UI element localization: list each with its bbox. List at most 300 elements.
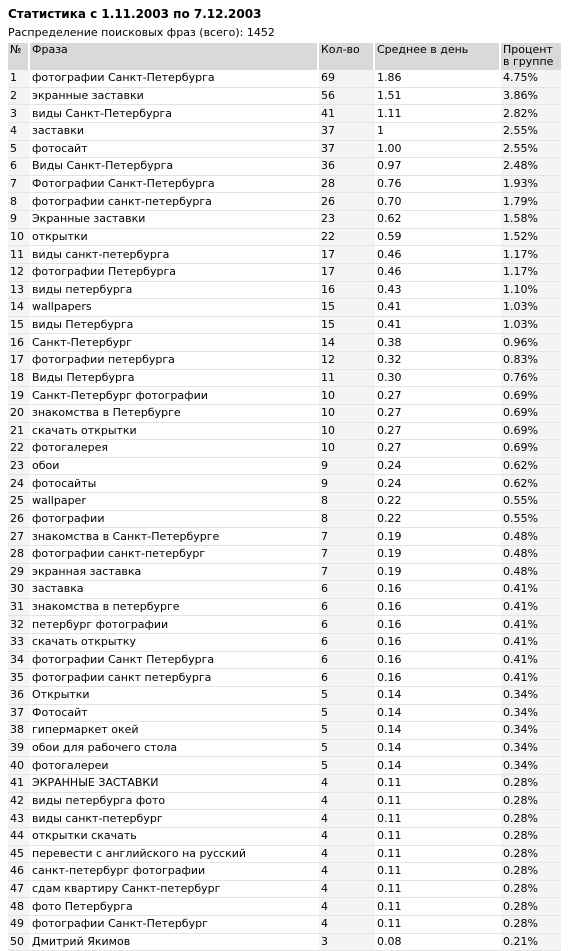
row-count: 6 [319,669,375,687]
table-row [8,687,561,705]
row-number: 23 [8,458,30,476]
row-number: 29 [8,564,30,582]
row-phrase: Открытки [30,687,319,705]
row-percent: 1.10% [501,282,561,300]
row-count: 6 [319,599,375,617]
row-count: 17 [319,246,375,264]
row-number: 25 [8,493,30,511]
table-row [8,581,561,599]
row-percent: 0.34% [501,757,561,775]
table-row [8,898,561,916]
row-percent: 0.41% [501,599,561,617]
row-percent: 1.17% [501,246,561,264]
row-phrase: знакомства в Петербурге [30,405,319,423]
row-count: 9 [319,475,375,493]
column-header-phrase: Фраза [30,43,319,70]
row-percent: 0.41% [501,616,561,634]
row-phrase: знакомства в петербурге [30,599,319,617]
row-average: 0.30 [375,370,501,388]
row-average: 0.27 [375,440,501,458]
row-phrase: виды петербурга фото [30,793,319,811]
table-row [8,775,561,793]
table-row [8,105,561,123]
table-row [8,934,561,951]
row-phrase: фотографии Санкт-Петербурга [30,70,319,88]
row-number: 48 [8,898,30,916]
row-count: 8 [319,493,375,511]
row-average: 0.11 [375,793,501,811]
row-phrase: wallpapers [30,299,319,317]
row-number: 36 [8,687,30,705]
page-title: Статистика с 1.11.2003 по 7.12.2003 [8,7,262,21]
row-percent: 0.41% [501,652,561,670]
row-count: 4 [319,881,375,899]
row-average: 0.08 [375,934,501,951]
table-row [8,299,561,317]
row-percent: 0.41% [501,581,561,599]
row-average: 0.27 [375,405,501,423]
row-count: 7 [319,528,375,546]
table-row [8,511,561,529]
column-header-percent: Процент в группе [501,43,561,70]
row-count: 37 [319,141,375,159]
row-number: 7 [8,176,30,194]
table-row [8,846,561,864]
row-count: 3 [319,934,375,951]
row-phrase: обои для рабочего стола [30,740,319,758]
table-row [8,423,561,441]
row-phrase: заставки [30,123,319,141]
row-phrase: скачать открытку [30,634,319,652]
row-number: 38 [8,722,30,740]
table-row [8,88,561,106]
table-row [8,317,561,335]
row-phrase: санкт-петербург фотографии [30,863,319,881]
row-percent: 0.69% [501,440,561,458]
row-phrase: фотографии Санкт Петербурга [30,652,319,670]
row-phrase: фотографии санкт-петербурга [30,193,319,211]
table-row [8,70,561,88]
table-row [8,793,561,811]
row-count: 23 [319,211,375,229]
row-count: 15 [319,317,375,335]
row-phrase: Фотографии Санкт-Петербурга [30,176,319,194]
row-number: 27 [8,528,30,546]
row-number: 3 [8,105,30,123]
row-number: 24 [8,475,30,493]
row-percent: 0.55% [501,493,561,511]
row-number: 31 [8,599,30,617]
row-average: 0.41 [375,299,501,317]
row-average: 0.27 [375,423,501,441]
row-percent: 1.52% [501,229,561,247]
row-phrase: фотогалерея [30,440,319,458]
row-average: 0.16 [375,616,501,634]
table-row [8,370,561,388]
row-count: 56 [319,88,375,106]
table-row [8,352,561,370]
row-average: 0.16 [375,599,501,617]
table-row [8,652,561,670]
row-phrase: скачать открытки [30,423,319,441]
row-percent: 0.55% [501,511,561,529]
row-average: 0.14 [375,687,501,705]
table-row [8,528,561,546]
row-phrase: виды санкт-петербурга [30,246,319,264]
row-average: 1.00 [375,141,501,159]
table-row [8,493,561,511]
row-phrase: знакомства в Санкт-Петербурге [30,528,319,546]
row-percent: 0.69% [501,423,561,441]
row-phrase: фото Петербурга [30,898,319,916]
row-phrase: открытки скачать [30,828,319,846]
row-phrase: фотографии [30,511,319,529]
row-percent: 3.86% [501,88,561,106]
row-average: 0.24 [375,458,501,476]
table-row [8,599,561,617]
row-count: 6 [319,616,375,634]
row-phrase: виды петербурга [30,282,319,300]
row-percent: 0.34% [501,705,561,723]
row-count: 5 [319,687,375,705]
row-phrase: петербург фотографии [30,616,319,634]
row-percent: 2.48% [501,158,561,176]
row-number: 17 [8,352,30,370]
row-percent: 0.41% [501,634,561,652]
row-number: 34 [8,652,30,670]
table-row [8,387,561,405]
row-percent: 1.03% [501,299,561,317]
row-number: 10 [8,229,30,247]
table-row [8,740,561,758]
row-count: 6 [319,652,375,670]
row-count: 5 [319,757,375,775]
row-average: 0.41 [375,317,501,335]
row-phrase: виды Санкт-Петербурга [30,105,319,123]
row-phrase: открытки [30,229,319,247]
row-phrase: Санкт-Петербург фотографии [30,387,319,405]
row-number: 30 [8,581,30,599]
row-number: 2 [8,88,30,106]
row-average: 1 [375,123,501,141]
row-count: 6 [319,581,375,599]
row-phrase: обои [30,458,319,476]
row-count: 10 [319,387,375,405]
table-row [8,546,561,564]
row-average: 0.11 [375,898,501,916]
row-number: 6 [8,158,30,176]
row-count: 69 [319,70,375,88]
row-average: 0.32 [375,352,501,370]
row-percent: 0.28% [501,881,561,899]
row-percent: 0.69% [501,387,561,405]
row-percent: 1.58% [501,211,561,229]
row-percent: 2.55% [501,123,561,141]
row-count: 10 [319,423,375,441]
row-count: 4 [319,810,375,828]
row-average: 0.70 [375,193,501,211]
row-average: 0.22 [375,493,501,511]
table-row [8,828,561,846]
table-row [8,440,561,458]
row-phrase: фотосайт [30,141,319,159]
row-number: 16 [8,334,30,352]
row-number: 28 [8,546,30,564]
row-count: 4 [319,898,375,916]
row-average: 0.24 [375,475,501,493]
row-count: 36 [319,158,375,176]
row-number: 14 [8,299,30,317]
row-phrase: wallpaper [30,493,319,511]
row-percent: 1.93% [501,176,561,194]
row-count: 8 [319,511,375,529]
table-row [8,669,561,687]
row-average: 0.11 [375,775,501,793]
row-number: 43 [8,810,30,828]
row-percent: 0.28% [501,863,561,881]
row-average: 0.14 [375,757,501,775]
row-count: 10 [319,405,375,423]
row-number: 46 [8,863,30,881]
row-phrase: ЭКРАННЫЕ ЗАСТАВКИ [30,775,319,793]
row-phrase: фотосайты [30,475,319,493]
row-number: 50 [8,934,30,951]
table-row [8,158,561,176]
row-count: 4 [319,775,375,793]
row-percent: 0.21% [501,934,561,951]
row-phrase: гипермаркет окей [30,722,319,740]
row-count: 4 [319,846,375,864]
row-percent: 4.75% [501,70,561,88]
row-percent: 0.34% [501,722,561,740]
row-percent: 1.03% [501,317,561,335]
row-percent: 0.28% [501,810,561,828]
row-percent: 0.62% [501,458,561,476]
table-body [8,70,561,951]
row-average: 0.16 [375,634,501,652]
table-row [8,564,561,582]
row-count: 37 [319,123,375,141]
row-count: 5 [319,722,375,740]
row-average: 0.97 [375,158,501,176]
row-average: 0.14 [375,705,501,723]
table-row [8,246,561,264]
row-percent: 1.17% [501,264,561,282]
row-average: 0.59 [375,229,501,247]
row-average: 0.19 [375,546,501,564]
table-row [8,123,561,141]
table-header-row [8,43,561,70]
table-row [8,229,561,247]
table-row [8,616,561,634]
row-number: 47 [8,881,30,899]
table-row [8,141,561,159]
row-count: 4 [319,793,375,811]
row-average: 0.16 [375,669,501,687]
table-row [8,282,561,300]
row-count: 14 [319,334,375,352]
row-percent: 1.79% [501,193,561,211]
row-phrase: экранная заставка [30,564,319,582]
row-number: 41 [8,775,30,793]
row-percent: 0.76% [501,370,561,388]
row-number: 40 [8,757,30,775]
row-average: 0.38 [375,334,501,352]
row-number: 45 [8,846,30,864]
row-percent: 0.34% [501,687,561,705]
row-percent: 0.48% [501,528,561,546]
table-row [8,634,561,652]
table-row [8,705,561,723]
row-percent: 0.28% [501,898,561,916]
row-average: 0.11 [375,828,501,846]
row-number: 33 [8,634,30,652]
row-number: 11 [8,246,30,264]
row-average: 0.22 [375,511,501,529]
row-count: 15 [319,299,375,317]
row-count: 22 [319,229,375,247]
row-count: 11 [319,370,375,388]
row-phrase: экранные заставки [30,88,319,106]
row-percent: 2.82% [501,105,561,123]
row-count: 10 [319,440,375,458]
column-header-average: Среднее в день [375,43,501,70]
row-phrase: фотографии Санкт-Петербург [30,916,319,934]
row-percent: 0.34% [501,740,561,758]
row-phrase: фотографии санкт петербурга [30,669,319,687]
row-number: 1 [8,70,30,88]
row-phrase: фотографии Петербурга [30,264,319,282]
row-count: 4 [319,863,375,881]
row-number: 44 [8,828,30,846]
table-row [8,193,561,211]
row-number: 37 [8,705,30,723]
row-average: 0.76 [375,176,501,194]
row-phrase: Фотосайт [30,705,319,723]
row-average: 0.11 [375,846,501,864]
row-phrase: виды санкт-петербург [30,810,319,828]
row-number: 21 [8,423,30,441]
row-phrase: Санкт-Петербург [30,334,319,352]
page-subtitle: Распределение поисковых фраз (всего): 1452 [8,26,275,39]
table-row [8,881,561,899]
row-phrase: Дмитрий Якимов [30,934,319,951]
row-number: 22 [8,440,30,458]
row-average: 0.14 [375,740,501,758]
row-average: 0.46 [375,246,501,264]
row-average: 0.11 [375,916,501,934]
table-row [8,264,561,282]
row-number: 8 [8,193,30,211]
row-phrase: перевести с английского на русский [30,846,319,864]
row-percent: 0.83% [501,352,561,370]
row-average: 0.16 [375,581,501,599]
row-percent: 0.28% [501,846,561,864]
row-number: 5 [8,141,30,159]
row-number: 42 [8,793,30,811]
table-row [8,211,561,229]
row-number: 32 [8,616,30,634]
row-average: 0.11 [375,881,501,899]
row-average: 0.43 [375,282,501,300]
row-number: 13 [8,282,30,300]
row-average: 0.14 [375,722,501,740]
row-count: 5 [319,705,375,723]
row-average: 1.11 [375,105,501,123]
column-header-number: № [8,43,30,70]
row-average: 0.19 [375,528,501,546]
row-number: 26 [8,511,30,529]
row-number: 15 [8,317,30,335]
row-percent: 0.62% [501,475,561,493]
table-row [8,757,561,775]
row-percent: 0.69% [501,405,561,423]
row-number: 9 [8,211,30,229]
row-number: 20 [8,405,30,423]
row-percent: 0.28% [501,916,561,934]
table-row [8,334,561,352]
row-number: 49 [8,916,30,934]
row-count: 26 [319,193,375,211]
row-count: 7 [319,546,375,564]
row-count: 9 [319,458,375,476]
row-phrase: Экранные заставки [30,211,319,229]
row-number: 4 [8,123,30,141]
row-percent: 0.41% [501,669,561,687]
row-percent: 2.55% [501,141,561,159]
row-percent: 0.48% [501,564,561,582]
row-percent: 0.28% [501,775,561,793]
table-row [8,405,561,423]
row-average: 0.11 [375,863,501,881]
row-average: 0.62 [375,211,501,229]
row-count: 28 [319,176,375,194]
row-count: 12 [319,352,375,370]
row-percent: 0.96% [501,334,561,352]
row-count: 4 [319,828,375,846]
row-phrase: фотогалереи [30,757,319,775]
row-phrase: сдам квартиру Санкт-петербург [30,881,319,899]
row-number: 35 [8,669,30,687]
row-phrase: Виды Петербурга [30,370,319,388]
row-count: 7 [319,564,375,582]
row-average: 1.51 [375,88,501,106]
row-phrase: заставка [30,581,319,599]
row-average: 0.11 [375,810,501,828]
row-percent: 0.48% [501,546,561,564]
row-number: 12 [8,264,30,282]
table-row [8,863,561,881]
column-header-count: Кол-во [319,43,375,70]
row-phrase: фотографии санкт-петербург [30,546,319,564]
stats-table [8,43,561,951]
row-average: 0.19 [375,564,501,582]
row-count: 4 [319,916,375,934]
row-count: 6 [319,634,375,652]
row-phrase: фотографии петербурга [30,352,319,370]
row-number: 39 [8,740,30,758]
row-average: 0.16 [375,652,501,670]
row-phrase: виды Петербурга [30,317,319,335]
table-row [8,722,561,740]
row-average: 1.86 [375,70,501,88]
table-row [8,810,561,828]
row-percent: 0.28% [501,793,561,811]
row-count: 17 [319,264,375,282]
row-average: 0.46 [375,264,501,282]
row-percent: 0.28% [501,828,561,846]
row-count: 5 [319,740,375,758]
